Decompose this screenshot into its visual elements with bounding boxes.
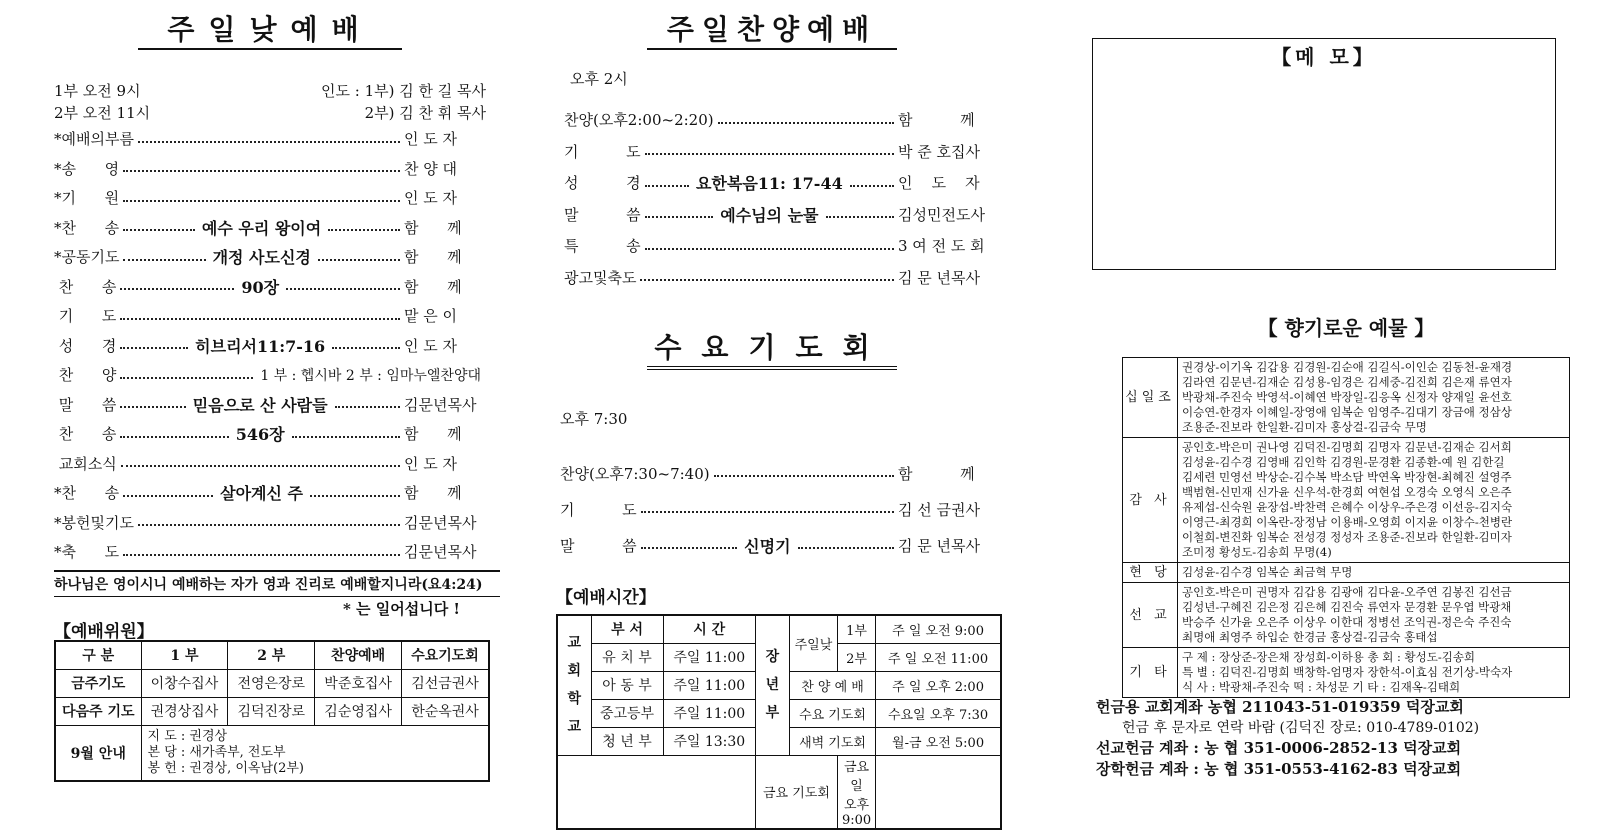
committee-header-cell: 수요기도회 [402, 641, 489, 669]
committee-row-label: 금주기도 [55, 669, 141, 697]
order-person: 맡 은 이 [404, 307, 458, 326]
order-row [54, 301, 484, 331]
offering-category: 기 타 [1123, 648, 1178, 698]
order-person: 김성민전도사 [898, 205, 985, 224]
order-row [54, 183, 484, 213]
account-scholarship: 장학헌금 계좌 : 농 협 351-0553-4162-83 덕장교회 [1096, 760, 1462, 778]
order-row [54, 537, 484, 567]
order-label: 찬 양 [54, 366, 117, 385]
leader-dots [123, 164, 400, 172]
sunday-service-title: 주일낮예배 [138, 8, 402, 50]
committee-cell: 전영은장로 [228, 669, 315, 697]
school-label-text: 교회학교 [567, 635, 582, 736]
leader-dots [120, 341, 188, 349]
order-label: 찬 송 [54, 425, 117, 444]
order-row [54, 449, 484, 479]
leader-dots [718, 116, 894, 124]
order-label: 찬 송 [54, 277, 117, 296]
adult-time-2: 주 일 오전 11:00 [876, 643, 1001, 671]
offering-title: 【 향기로운 예물 】 [1257, 316, 1435, 340]
order-row [54, 124, 484, 154]
school-time-1: 주일 11:00 [663, 643, 755, 671]
order-person: 인 도 자 [404, 336, 458, 355]
committee-row [55, 669, 489, 697]
order-row [54, 508, 484, 538]
adult-part-2: 2부 [837, 643, 875, 671]
praise-time: 오후 2시 [570, 70, 628, 88]
offering-row [1123, 358, 1570, 438]
order-content: 신명기 [744, 536, 791, 556]
sunday-time-1: 1부 오전 9시 [54, 82, 141, 100]
sunday-leader-2: 2부) 김 찬 휘 목사 [364, 104, 486, 122]
order-person: 인 도 자 [404, 454, 458, 473]
order-row [54, 390, 484, 420]
order-row [564, 230, 996, 262]
leader-dots [120, 400, 185, 408]
offering-names: 김성윤-김수경 임복순 최금혁 무명 [1178, 563, 1570, 583]
order-label: 말 씀 [564, 205, 641, 224]
order-row [54, 272, 484, 302]
leader-dots [826, 210, 895, 218]
schedule-filler [557, 755, 755, 829]
order-label: 말 씀 [560, 536, 637, 555]
youth-label [755, 615, 789, 755]
offering-category: 현 당 [1123, 563, 1178, 583]
schedule-title: 【예배시간】 [556, 588, 656, 608]
committee-cell: 김선금권사 [402, 669, 489, 697]
order-label: 광고및축도 [564, 268, 637, 287]
leader-dots [138, 135, 400, 143]
account-mission: 선교헌금 계좌 : 농 협 351-0006-2852-13 덕장교회 [1096, 739, 1462, 757]
order-row [54, 478, 484, 508]
leader-dots [123, 253, 205, 261]
order-person: 인 도 자 [898, 174, 980, 193]
order-label: 교회소식 [54, 454, 117, 473]
committee-cell: 한순옥권사 [402, 697, 489, 725]
leader-dots [292, 430, 400, 438]
adult-part-1: 1부 [837, 615, 875, 643]
leader-dots [641, 505, 894, 513]
order-row [54, 154, 484, 184]
leader-dots [120, 312, 400, 320]
leader-dots [286, 282, 400, 290]
order-label: *찬 송 [54, 218, 120, 237]
committee-header-cell: 찬양예배 [315, 641, 402, 669]
youth-label-text: 장년부 [765, 649, 780, 722]
school-dept-4: 청 년 부 [591, 727, 663, 755]
school-dept-3: 중고등부 [591, 699, 663, 727]
order-label: 찬양(오후2:00~2:20) [564, 111, 714, 130]
offering-category: 선 교 [1123, 583, 1178, 648]
order-content: 546장 [235, 425, 285, 445]
order-row [560, 527, 996, 563]
leader-dots [645, 242, 894, 250]
committee-header-cell: 1 부 [141, 641, 228, 669]
offering-row [1123, 563, 1570, 583]
account-note: 헌금 후 문자로 연락 바람 (김덕진 장로: 010-4789-0102) [1122, 720, 1480, 736]
adult-service-time-2: 수요일 오후 7:30 [876, 699, 1001, 727]
order-person: 김 문 년목사 [898, 268, 980, 287]
leader-dots [318, 253, 400, 261]
offering-category: 십일조 [1123, 358, 1178, 438]
september-info [141, 725, 489, 781]
order-content: 개정 사도신경 [212, 248, 311, 268]
memo-box [1092, 38, 1556, 270]
school-time-4: 주일 13:30 [663, 727, 755, 755]
school-time-2: 주일 11:00 [663, 671, 755, 699]
adult-service-3: 새벽 기도회 [789, 727, 875, 755]
leader-dots [335, 400, 400, 408]
order-row [564, 167, 996, 199]
order-row [54, 242, 484, 272]
order-person: 김 문 년목사 [898, 536, 981, 555]
sunday-time-2-row [54, 102, 500, 122]
order-label: *축 도 [54, 543, 120, 562]
leader-dots [123, 548, 400, 556]
adult-service-2: 수요 기도회 [789, 699, 875, 727]
september-line: 봉 헌 : 권경상, 이옥남(2부) [147, 760, 304, 776]
offering-row [1123, 648, 1570, 698]
sunday-order-list [54, 124, 484, 567]
leader-dots [121, 459, 400, 467]
committee-header-cell: 2 부 [228, 641, 315, 669]
accounts-block [1096, 696, 1570, 779]
order-person: 함 께 [898, 111, 975, 130]
committee-header-cell: 구 분 [55, 641, 141, 669]
sunday-time-2: 2부 오전 11시 [54, 104, 151, 122]
committee-row-label: 다음주 기도 [55, 697, 141, 725]
leader-dots [120, 282, 234, 290]
order-content: 90장 [241, 277, 280, 297]
committee-title: 【예배위원】 [54, 622, 154, 642]
sunday-leader-1: 인도 : 1부) 김 한 길 목사 [321, 82, 486, 100]
order-content: 1 부 : 헵시바 2 부 : 임마누엘찬양대 [260, 367, 481, 384]
leader-dots [123, 489, 213, 497]
school-time-3: 주일 11:00 [663, 699, 755, 727]
offering-row [1123, 583, 1570, 648]
leader-dots [123, 194, 400, 202]
order-row [54, 360, 484, 390]
adult-service-time-4: 금요일 오후 9:00 [837, 755, 875, 829]
order-person: 함 께 [404, 425, 462, 444]
schedule-table [556, 614, 1002, 830]
committee-cell: 김덕진장로 [228, 697, 315, 725]
order-person: 김문년목사 [404, 395, 477, 414]
order-label: 찬양(오후7:30~7:40) [560, 464, 710, 483]
order-label: *기 원 [54, 189, 120, 208]
order-label: 기 도 [560, 500, 637, 519]
wednesday-time: 오후 7:30 [560, 410, 628, 428]
offering-names: 공인호-박은미 권명자 김갑용 김광애 김다윤-오주연 김봉진 김선금 김성년-구혜진 김은정 김은혜 김진숙 류연자 문경환 문우엽 박광채 박승주 신가윤 오은주 이상우 이한대 정병선 조익권-정은숙 주진숙 최명애 최영주 하입순 한경금 홍상걸-김금숙 홍태섭 [1178, 583, 1570, 648]
leader-dots [645, 179, 689, 187]
order-content: 요한복음11: 17-44 [695, 174, 843, 194]
order-person: 함 께 [404, 218, 462, 237]
order-row [54, 213, 484, 243]
offering-category: 감 사 [1123, 438, 1178, 563]
school-label [557, 615, 591, 755]
order-row [564, 104, 996, 136]
committee-cell: 권경상집사 [141, 697, 228, 725]
offering-names: 권경상-이기옥 김갑용 김경원-김순애 김길식-이인순 김동천-윤재경 김라연 김문년-김재순 김성용-임경은 김세중-김진희 김은재 류연자 박광채-주진숙 박영석-이혜연 박장일-김응옥 신정자 양재일 윤선호 이승연-한경자 이혜일-장영애 임복순 임영주-김대기 장금애 정삼상 조용준-진보라 한일환-김미자 홍상걸-김금숙 무명 [1178, 358, 1570, 438]
order-label: *송 영 [54, 159, 120, 178]
order-label: 기 도 [54, 307, 117, 326]
adult-service-time-1: 주 일 오후 2:00 [876, 671, 1001, 699]
leader-dots [645, 210, 714, 218]
order-person: 함 께 [898, 464, 975, 483]
september-line: 본 당 : 새가족부, 전도부 [147, 744, 286, 760]
order-content: 히브리서11:7-16 [195, 336, 326, 356]
order-person: 인 도 자 [404, 189, 458, 208]
leader-dots [328, 223, 400, 231]
account-main: 헌금용 교회계좌 농협 211043-51-019359 덕장교회 [1096, 698, 1464, 716]
order-person: 찬 양 대 [404, 159, 458, 178]
leader-dots [798, 541, 894, 549]
order-row [564, 199, 996, 231]
school-header-dept: 부 서 [591, 615, 663, 643]
leader-dots [120, 371, 253, 379]
order-row [54, 331, 484, 361]
offering-table [1122, 357, 1570, 698]
order-label: 기 도 [564, 142, 641, 161]
order-label: *공동기도 [54, 248, 120, 267]
order-row [560, 455, 996, 491]
wednesday-title: 수요기도회 [647, 326, 897, 370]
order-row [560, 491, 996, 527]
order-label: *예배의부름 [54, 130, 134, 149]
order-label: 성 경 [54, 336, 117, 355]
order-person: 박 준 호집사 [898, 142, 980, 161]
order-content: 예수님의 눈물 [720, 205, 819, 225]
order-label: *봉헌및기도 [54, 513, 134, 532]
order-person: 인 도 자 [404, 130, 458, 149]
offering-row [1123, 438, 1570, 563]
memo-title: 【메 모】 [1271, 45, 1377, 69]
sunday-time-1-row [54, 80, 500, 100]
order-row [564, 136, 996, 168]
offering-names: 공인호-박은미 권나영 김덕진-김명희 김명자 김문년-김재순 김서희 김성윤-김수경 김영배 김인학 김경원-문경환 김종환-예 원 김한길 김세련 민영선 박상순-김수복 박소담 박연옥 박장현-최혜진 설영주 백범현-신민재 신가윤 신우석-한경희 여현섭 오경숙 오영식 오은주 유제섭-신숙원 윤장섭-박찬력 은혜수 이상우-주은경 이선응-김지숙 이영근-최경희 이옥란-장정남 이용배-오영희 이지윤 이창수-천병란 이철희-변진화 임복순 전성경 정성자 조용준-진보라 한일환-김미자 조미정 황성도-김송희 무명(4) [1178, 438, 1570, 563]
adult-service-4: 금요 기도회 [755, 755, 837, 829]
leader-dots [120, 430, 228, 438]
committee-row [55, 697, 489, 725]
order-person: 함 께 [404, 248, 462, 267]
order-person: 김문년목사 [404, 543, 477, 562]
order-content: 예수 우리 왕이여 [201, 218, 322, 238]
committee-table [54, 640, 490, 782]
order-person: 김문년목사 [404, 513, 477, 532]
order-label: 성 경 [564, 174, 641, 193]
committee-header-row [55, 641, 489, 669]
leader-dots [714, 469, 894, 477]
school-dept-2: 아 동 부 [591, 671, 663, 699]
order-row [564, 262, 996, 294]
order-label: 특 송 [564, 237, 641, 256]
praise-service-title: 주일찬양예배 [647, 8, 897, 50]
leader-dots [123, 223, 195, 231]
offering-names: 구 제 : 장상준-장은채 장성희-이하용 총 회 : 황성도-김송희 특 별 : 김덕진-김명희 백창학-엄명자 장한석-이효심 전기상-박숙자 식 사 : 박광채-주진숙 떡 : 차성문 기 타 : 김재옥-김태희 [1178, 648, 1570, 698]
sunday-worship-label: 주일낮 [789, 615, 837, 671]
school-dept-1: 유 치 부 [591, 643, 663, 671]
order-person: 3 여 전 도 회 [898, 237, 985, 256]
adult-time-1: 주 일 오전 9:00 [876, 615, 1001, 643]
order-row [54, 419, 484, 449]
leader-dots [850, 179, 894, 187]
leader-dots [138, 518, 400, 526]
order-person: 함 께 [404, 484, 462, 503]
praise-order-list [564, 104, 996, 293]
leader-dots [640, 273, 894, 281]
leader-dots [645, 147, 894, 155]
order-label: *찬 송 [54, 484, 120, 503]
committee-cell: 박준호집사 [315, 669, 402, 697]
order-label: 말 씀 [54, 395, 117, 414]
wednesday-order-list [560, 455, 996, 563]
order-content: 살아계신 주 [220, 484, 303, 504]
order-person: 함 께 [404, 277, 462, 296]
leader-dots [641, 541, 737, 549]
committee-cell: 김순영집사 [315, 697, 402, 725]
leader-dots [332, 341, 400, 349]
september-row [55, 725, 489, 781]
september-label: 9월 안내 [55, 725, 141, 781]
leader-dots [310, 489, 400, 497]
standing-note: * 는 일어섭니다 ! [342, 600, 460, 618]
verse-line: 하나님은 영이시니 예배하는 자가 영과 진리로 예배할지니라(요4:24) [54, 570, 500, 597]
september-line: 지 도 : 권경상 [147, 728, 228, 744]
adult-service-time-3: 월-금 오전 5:00 [876, 727, 1001, 755]
order-content: 믿음으로 산 사람들 [192, 395, 328, 415]
order-person: 김 선 금권사 [898, 500, 980, 519]
adult-service-1: 찬 양 예 배 [789, 671, 875, 699]
school-header-time: 시 간 [663, 615, 755, 643]
committee-cell: 이창수집사 [141, 669, 228, 697]
